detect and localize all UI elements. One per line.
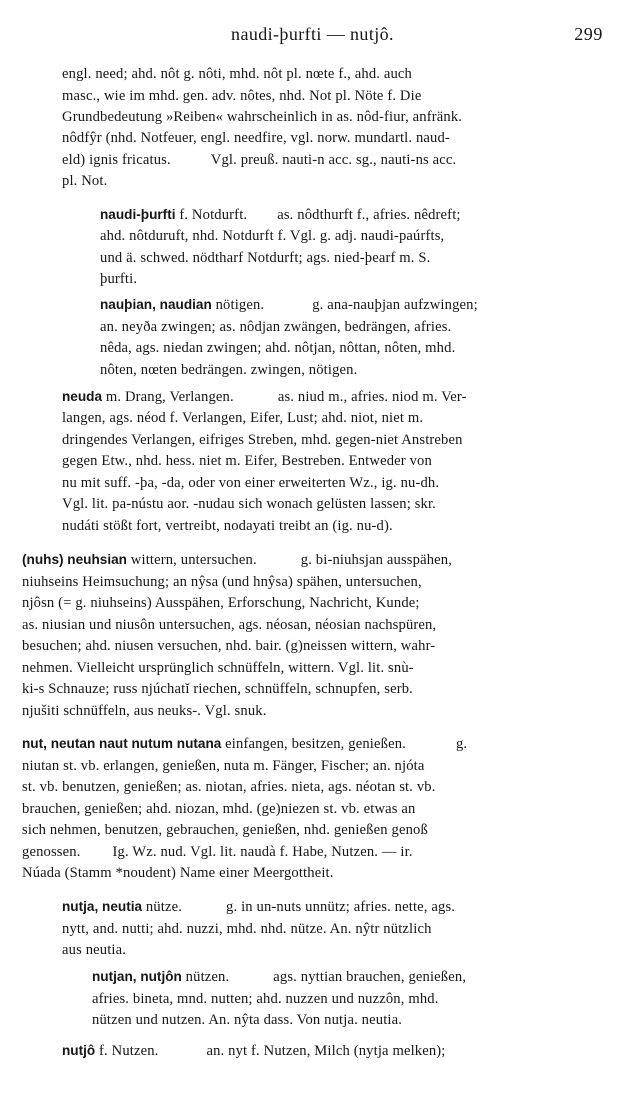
page-header (0, 22, 625, 50)
text-line: nützen und nutzen. An. nŷta dass. Von nutja. neutia. (92, 1012, 403, 1028)
text-line: brauchen, genießen; ahd. niozan, mhd. (ge)niezen st. vb. etwas an (22, 801, 416, 817)
page-number: 299 (574, 24, 603, 44)
text-line: as. niusian und niusôn untersuchen, ags. néosan, néosian nachspüren, (22, 617, 437, 633)
text-line: nytt, and. nutti; ahd. nuzzi, mhd. nhd. nütze. An. nŷtr nützlich (62, 921, 432, 937)
headword: nutjan, nutjôn (92, 969, 182, 984)
headword: nutjô (62, 1043, 96, 1058)
text-line: njôsn (= g. niuhseins) Ausspähen, Erforschung, Nachricht, Kunde; (22, 595, 420, 611)
text-line: niutan st. vb. erlangen, genießen, nuta m. Fänger, Fischer; an. njóta (22, 758, 425, 774)
text-line: und ä. schwed. nödtharf Notdurft; ags. nied-þearf m. S. (100, 250, 431, 266)
entry-neuhsian: (nuhs) neuhsian wittern, untersuchen. g. bi-niuhsjan ausspähen, (22, 552, 453, 568)
headword: (nuhs) neuhsian (22, 552, 127, 567)
entry-nutja: nutja, neutia nütze. g. in un-nuts unnütz; afries. nette, ags. (62, 899, 456, 915)
text-line: nehmen. Vielleicht ursprünglich schnüffeln, wittern. Vgl. lit. snù- (22, 660, 414, 676)
entry-naudi-thurfti: naudi-þurfti f. Notdurft. as. nôdthurft f., afries. nêdreft; (100, 207, 461, 223)
text-line: Grundbedeutung »Reiben« wahrscheinlich in as. nôd-fiur, anfränk. (62, 109, 463, 125)
text-line: dringendes Verlangen, eifriges Streben, mhd. gegen-niet Anstreben (62, 432, 463, 448)
text-line: besuchen; ahd. niusen versuchen, nhd. bair. (g)neissen wittern, wahr- (22, 638, 436, 654)
text-line: engl. need; ahd. nôt g. nôti, mhd. nôt pl. nœte f., ahd. auch (62, 66, 413, 82)
text-line: Vgl. lit. pa-nústu aor. -nudau sich wonach gelüsten lassen; skr. (62, 496, 436, 512)
entry-nut: nut, neutan naut nutum nutana einfangen, besitzen, genießen. g. (22, 736, 468, 752)
text-line: ahd. nôtduruft, nhd. Notdurft f. Vgl. g. adj. naudi-paúrfts, (100, 228, 445, 244)
text-line: st. vb. benutzen, genießen; as. niotan, afries. nieta, ags. néotan st. vb. (22, 779, 436, 795)
text-line: pl. Not. (62, 173, 108, 189)
text-line: nudáti stößt fort, vertreibt, nodayati treibt an (ig. nu-d). (62, 518, 393, 534)
text-line: sich nehmen, benutzen, gebrauchen, genießen, nhd. genießen genoß (22, 822, 428, 838)
text-line: nôten, nœten bedrängen. zwingen, nötigen. (100, 362, 358, 378)
entry-neuda: neuda m. Drang, Verlangen. as. niud m., afries. niod m. Ver- (62, 389, 467, 405)
text-line: genossen. Ig. Wz. nud. Vgl. lit. naudà f. Habe, Nutzen. — ir. (22, 844, 413, 860)
text-line: langen, ags. néod f. Verlangen, Eifer, Lust; ahd. niot, niet m. (62, 410, 424, 426)
running-head: naudi-þurfti — nutjô. (231, 24, 394, 44)
text-line: aus neutia. (62, 942, 127, 958)
headword: nauþian, naudian (100, 297, 212, 312)
text-line: masc., wie im mhd. gen. adv. nôtes, nhd. Not pl. Nöte f. Die (62, 88, 422, 104)
text-line: nêda, ags. niedan zwingen; ahd. nôtjan, nôttan, nôten, mhd. (100, 340, 456, 356)
text-line: gegen Etw., nhd. hess. niet m. Eifer, Bestreben. Entweder von (62, 453, 432, 469)
text-line: Núada (Stamm *noudent) Name einer Meergottheit. (22, 865, 334, 881)
headword: naudi-þurfti (100, 207, 176, 222)
text-line: niuhseins Heimsuchung; an nŷsa (und hnŷsa) spähen, untersuchen, (22, 574, 422, 590)
entry-nutjo: nutjô f. Nutzen. an. nyt f. Nutzen, Milch (nytja melken); (62, 1043, 446, 1059)
text-line: afries. bineta, mnd. nutten; ahd. nuzzen und nuzzôn, mhd. (92, 991, 439, 1007)
headword: nut, neutan naut nutum nutana (22, 736, 222, 751)
text-line: an. neyða zwingen; as. nôdjan zwängen, bedrängen, afries. (100, 319, 452, 335)
text-line: eld) ignis fricatus. Vgl. preuß. nauti-n acc. sg., nauti-ns acc. (62, 152, 457, 168)
entry-nutjan: nutjan, nutjôn nützen. ags. nyttian brauchen, genießen, (92, 969, 467, 985)
entry-nauthian: nauþian, naudian nötigen. g. ana-nauþjan aufzwingen; (100, 297, 478, 313)
headword: nutja, neutia (62, 899, 143, 914)
text-line: nu mit suff. -þa, -da, oder von einer erweiterten Wz., ig. nu-dh. (62, 475, 440, 491)
text-line: ki-s Schnauze; russ njúchatĭ riechen, schnüffeln, schnupfen, serb. (22, 681, 413, 697)
text-line: njušiti schnüffeln, aus neuks-. Vgl. snuk. (22, 703, 267, 719)
text-line: þurfti. (100, 271, 138, 287)
text-line: nôdfŷr (nhd. Notfeuer, engl. needfire, vgl. norw. mundartl. naud- (62, 130, 450, 146)
headword: neuda (62, 389, 103, 404)
